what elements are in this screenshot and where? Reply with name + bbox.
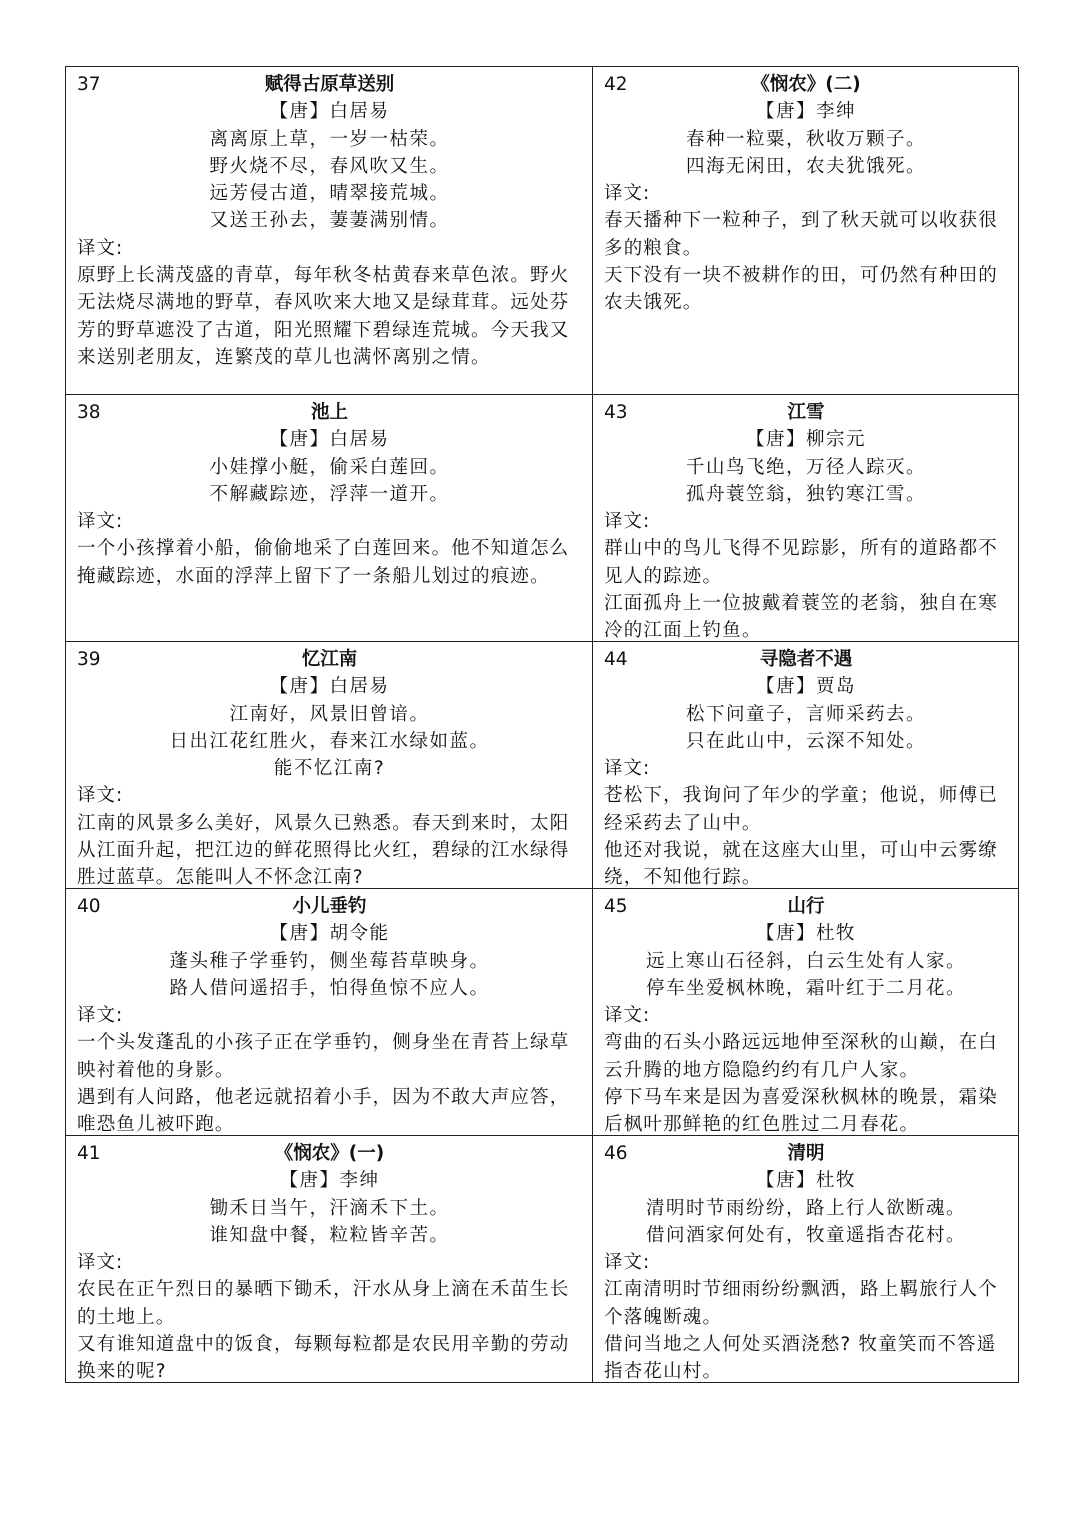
poem-author: 【唐】杜牧 [755,1170,856,1192]
poem-title: 清明 [787,1143,825,1164]
poem-title: 池上 [310,402,348,423]
translation-label: 译文: [604,511,651,533]
translation-paragraph: 苍松下，我询问了年少的学童；他说，师傅已经采药去了山中。 [604,785,999,834]
poem-header [77,399,582,426]
poem-card [66,1136,593,1383]
poem-number: 40 [77,896,101,917]
poem-card [593,642,1019,889]
poem-card [593,395,1019,642]
poem-title: 《悯农》(二) [751,74,861,95]
poem-verse: 春种一粒粟，秋收万颗子。 [685,128,926,150]
poem-title: 寻隐者不遇 [759,649,853,670]
poem-author: 【唐】杜牧 [755,923,856,945]
poem-verse: 不解藏踪迹，浮萍一道开。 [209,483,450,505]
poem-number: 46 [604,1143,628,1164]
poem-number: 39 [77,649,101,670]
poem-number: 45 [604,896,628,917]
translation-paragraph: 农民在正午烈日的暴晒下锄禾，汗水从身上滴在禾苗生长的土地上。 [77,1279,570,1328]
poem-table [65,66,1018,1383]
poem-title: 江雪 [787,402,825,423]
poem-verse: 松下问童子，言师采药去。 [685,703,926,725]
poem-verse: 清明时节雨纷纷，路上行人欲断魂。 [645,1197,966,1219]
poem-header [604,893,1008,920]
translation-label: 译文: [77,511,124,533]
poem-author: 【唐】白居易 [269,429,390,451]
poem-verse: 野火烧不尽，春风吹又生。 [209,155,450,177]
translation-label: 译文: [604,183,651,205]
poem-author: 【唐】柳宗元 [745,429,866,451]
poem-verse: 能不忆江南? [273,758,386,780]
translation-paragraph: 借问当地之人何处买酒浇愁? 牧童笑而不答遥指杏花山村。 [604,1334,997,1383]
poem-title: 《悯农》(一) [274,1143,385,1164]
translation-label: 译文: [77,785,124,807]
translation-paragraph: 天下没有一块不被耕作的田，可仍然有种田的农夫饿死。 [604,265,999,314]
poem-author: 【唐】白居易 [269,101,390,123]
poem-author: 【唐】李绅 [279,1170,380,1192]
poem-header [604,71,1008,98]
poem-author: 【唐】白居易 [269,676,390,698]
poem-card [66,67,593,395]
poem-header [77,893,582,920]
translation-paragraph: 遇到有人问路，他老远就招着小手，因为不敢大声应答，唯恐鱼儿被吓跑。 [77,1087,570,1136]
translation-label: 译文: [604,758,651,780]
poem-verse: 远上寒山石径斜，白云生处有人家。 [645,950,966,972]
poem-author: 【唐】贾岛 [755,676,856,698]
poem-verse: 小娃撑小艇，偷采白莲回。 [209,456,450,478]
poem-verse: 只在此山中，云深不知处。 [685,730,926,752]
poem-title: 山行 [787,896,825,917]
poem-verse: 江南好，风景旧曾谙。 [229,703,430,725]
poem-header [604,646,1008,673]
poem-verse: 停车坐爱枫林晚，霜叶红于二月花。 [645,977,966,999]
translation-paragraph: 一个头发蓬乱的小孩子正在学垂钓，侧身坐在青苔上绿草映衬着他的身影。 [77,1032,570,1081]
translation-paragraph: 江南的风景多么美好，风景久已熟悉。春天到来时，太阳从江面升起，把江边的鲜花照得比火红，碧绿的江水绿得胜过蓝草。怎能叫人不怀念江南? [77,812,570,889]
poem-verse: 路人借问遥招手，怕得鱼惊不应人。 [169,977,490,999]
poem-verse: 千山鸟飞绝，万径人踪灭。 [685,456,926,478]
poem-author: 【唐】李绅 [755,101,856,123]
poem-number: 37 [77,74,101,95]
poem-verse: 离离原上草，一岁一枯荣。 [209,128,450,150]
translation-paragraph: 原野上长满茂盛的青草，每年秋冬枯黄春来草色浓。野火无法烧尽满地的野草，春风吹来大地又是绿茸茸。远处芬芳的野草遮没了古道，阳光照耀下碧绿连荒城。今天我又来送别老朋友，连繁茂的草儿也满怀离别之情。 [77,265,570,368]
translation-label: 译文: [77,1005,124,1027]
poem-number: 41 [77,1143,101,1164]
translation-paragraph: 一个小孩撑着小船，偷偷地采了白莲回来。他不知道怎么掩藏踪迹，水面的浮萍上留下了一条船儿划过的痕迹。 [77,538,570,587]
poem-card [66,395,593,642]
poem-card [593,889,1019,1136]
poem-verse: 借问酒家何处有，牧童遥指杏花村。 [645,1224,966,1246]
poem-verse: 锄禾日当午，汗滴禾下土。 [209,1197,450,1219]
translation-paragraph: 弯曲的石头小路远远地伸至深秋的山巅，在白云升腾的地方隐隐约约有几户人家。 [604,1032,999,1081]
poem-title: 小儿垂钓 [292,896,367,917]
translation-label: 译文: [604,1252,651,1274]
poem-verse: 谁知盘中餐，粒粒皆辛苦。 [209,1224,450,1246]
translation-label: 译文: [77,237,124,259]
poem-title: 忆江南 [301,649,358,670]
poem-title: 赋得古原草送别 [264,74,395,95]
poem-card [66,642,593,889]
translation-paragraph: 停下马车来是因为喜爱深秋枫林的晚景，霜染后枫叶那鲜艳的红色胜过二月春花。 [604,1087,999,1136]
translation-paragraph: 群山中的鸟儿飞得不见踪影，所有的道路都不见人的踪迹。 [604,538,999,587]
translation-label: 译文: [604,1005,651,1027]
poem-number: 44 [604,649,628,670]
poem-verse: 蓬头稚子学垂钓，侧坐莓苔草映身。 [169,950,490,972]
poem-author: 【唐】胡令能 [269,923,390,945]
translation-paragraph: 江南清明时节细雨纷纷飘洒，路上羁旅行人个个落魄断魂。 [604,1279,999,1328]
poem-card [593,1136,1019,1383]
poem-header [77,646,582,673]
translation-paragraph: 春天播种下一粒种子，到了秋天就可以收获很多的粮食。 [604,210,999,259]
translation-paragraph: 他还对我说，就在这座大山里，可山中云雾缭绕，不知他行踪。 [604,840,999,889]
poem-header [604,1140,1008,1167]
poem-verse: 日出江花红胜火，春来江水绿如蓝。 [169,730,490,752]
poem-card [66,889,593,1136]
poem-number: 38 [77,402,101,423]
translation-paragraph: 江面孤舟上一位披戴着蓑笠的老翁，独自在寒冷的江面上钓鱼。 [604,593,999,642]
poem-number: 43 [604,402,628,423]
poem-verse: 孤舟蓑笠翁，独钓寒江雪。 [685,483,926,505]
poem-verse: 远芳侵古道，晴翠接荒城。 [209,183,450,205]
poem-number: 42 [604,74,628,95]
poem-header [604,399,1008,426]
poem-card [593,67,1019,395]
poem-header [77,71,582,98]
poem-header [77,1140,582,1167]
translation-paragraph: 又有谁知道盘中的饭食，每颗每粒都是农民用辛勤的劳动换来的呢? [77,1334,570,1383]
poem-verse: 又送王孙去，萋萋满别情。 [209,210,450,232]
translation-label: 译文: [77,1252,124,1274]
poem-verse: 四海无闲田，农夫犹饿死。 [685,155,926,177]
